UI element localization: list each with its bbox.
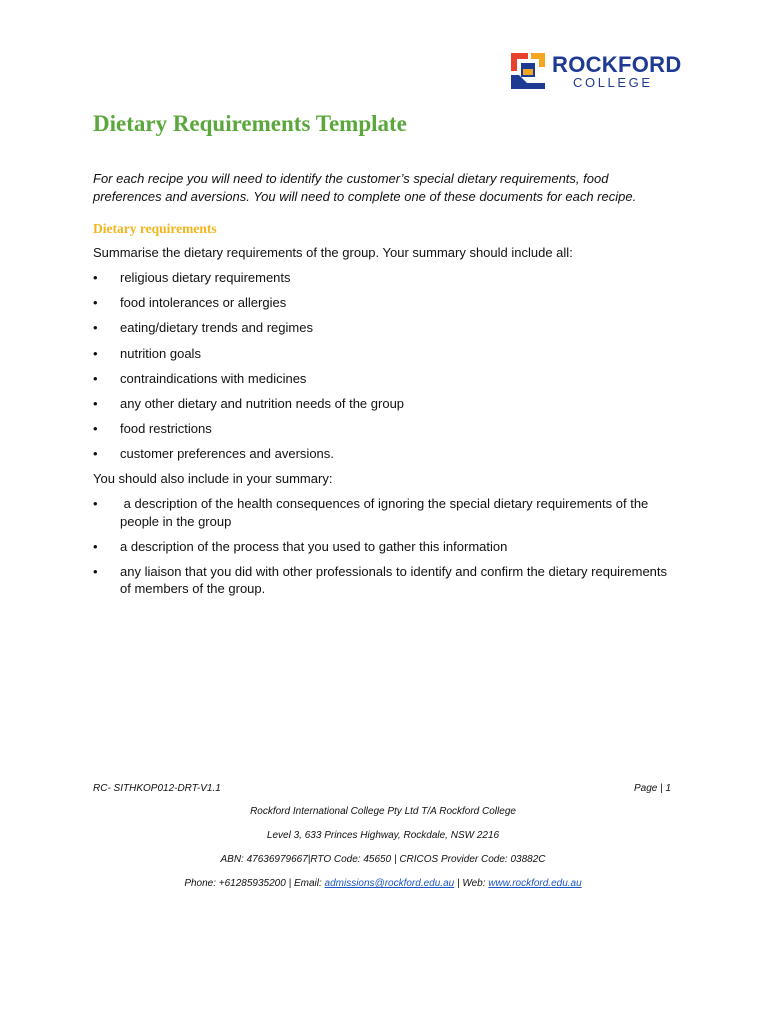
web-label: | Web: (454, 878, 489, 889)
phone-email-label: Phone: +61285935200 | Email: (184, 878, 325, 889)
summary-requirements-list (93, 269, 673, 471)
footer-contact (93, 878, 673, 890)
page-title: Dietary Requirements Template (93, 111, 407, 136)
logo-name: ROCKFORD (552, 52, 682, 77)
rockford-logo-icon (511, 53, 545, 89)
bullet-icon: • (93, 270, 98, 285)
list-item (93, 538, 673, 556)
website-link[interactable]: www.rockford.edu.au (488, 878, 582, 889)
also-include-intro: You should also include in your summary: (93, 471, 333, 486)
list-item (93, 445, 673, 463)
list-item-text: contraindications with medicines (120, 370, 307, 386)
page-number: Page | 1 (634, 783, 672, 794)
list-item-text: eating/dietary trends and regimes (120, 320, 313, 336)
list-item-text: any liaison that you did with other professionals to identify and confirm the dietary requirements of members of the group. (120, 563, 668, 596)
bullet-icon: • (93, 295, 98, 311)
list-item (93, 294, 673, 312)
bullet-icon: • (93, 496, 98, 511)
bullet-icon: • (93, 538, 98, 554)
list-item-text: any other dietary and nutrition needs of the group (120, 395, 405, 411)
summary-intro: Summarise the dietary requirements of the group. Your summary should include all: (93, 245, 573, 260)
list-item-text: food restrictions (120, 421, 212, 437)
footer-company: Rockford International College Pty Ltd T/A Rockford College (250, 806, 516, 817)
list-item-text: religious dietary requirements (120, 270, 291, 285)
bullet-icon: • (93, 563, 98, 579)
bullet-icon: • (93, 320, 98, 336)
intro-paragraph: For each recipe you will need to identify the customer’s special dietary requirements, food preferences and aversions. You will need to complete one of these documents for each recipe. (93, 171, 637, 204)
list-item (93, 269, 673, 287)
list-item-text: a description of the process that you used to gather this information (120, 538, 508, 554)
list-item-text: food intolerances or allergies (120, 295, 287, 311)
list-item (93, 395, 673, 413)
bullet-icon: • (93, 370, 98, 386)
email-link[interactable]: admissions@rockford.edu.au (324, 878, 455, 889)
list-item (93, 420, 673, 438)
list-item (93, 563, 673, 598)
list-item-text: customer preferences and aversions. (120, 446, 334, 462)
logo-subtitle: COLLEGE (573, 75, 653, 90)
list-item (93, 319, 673, 337)
list-item (93, 370, 673, 388)
footer-registration: ABN: 47636979667|RTO Code: 45650 | CRICOS Provider Code: 03882C (220, 854, 546, 865)
list-item (93, 495, 673, 530)
bullet-icon: • (93, 421, 98, 437)
list-item (93, 345, 673, 363)
footer-address: Level 3, 633 Princes Highway, Rockdale, NSW 2216 (266, 830, 500, 841)
rockford-college-logo (511, 52, 682, 93)
document-code: RC- SITHKOP012-DRT-V1.1 (93, 783, 221, 794)
list-item-text: nutrition goals (120, 345, 201, 361)
bullet-icon: • (93, 395, 98, 411)
list-item-text: a description of the health consequences of ignoring the special dietary requirements of the people in the group (120, 496, 652, 529)
also-include-list (93, 495, 673, 605)
bullet-icon: • (93, 446, 98, 462)
bullet-icon: • (93, 345, 98, 361)
section-heading: Dietary requirements (93, 221, 217, 236)
